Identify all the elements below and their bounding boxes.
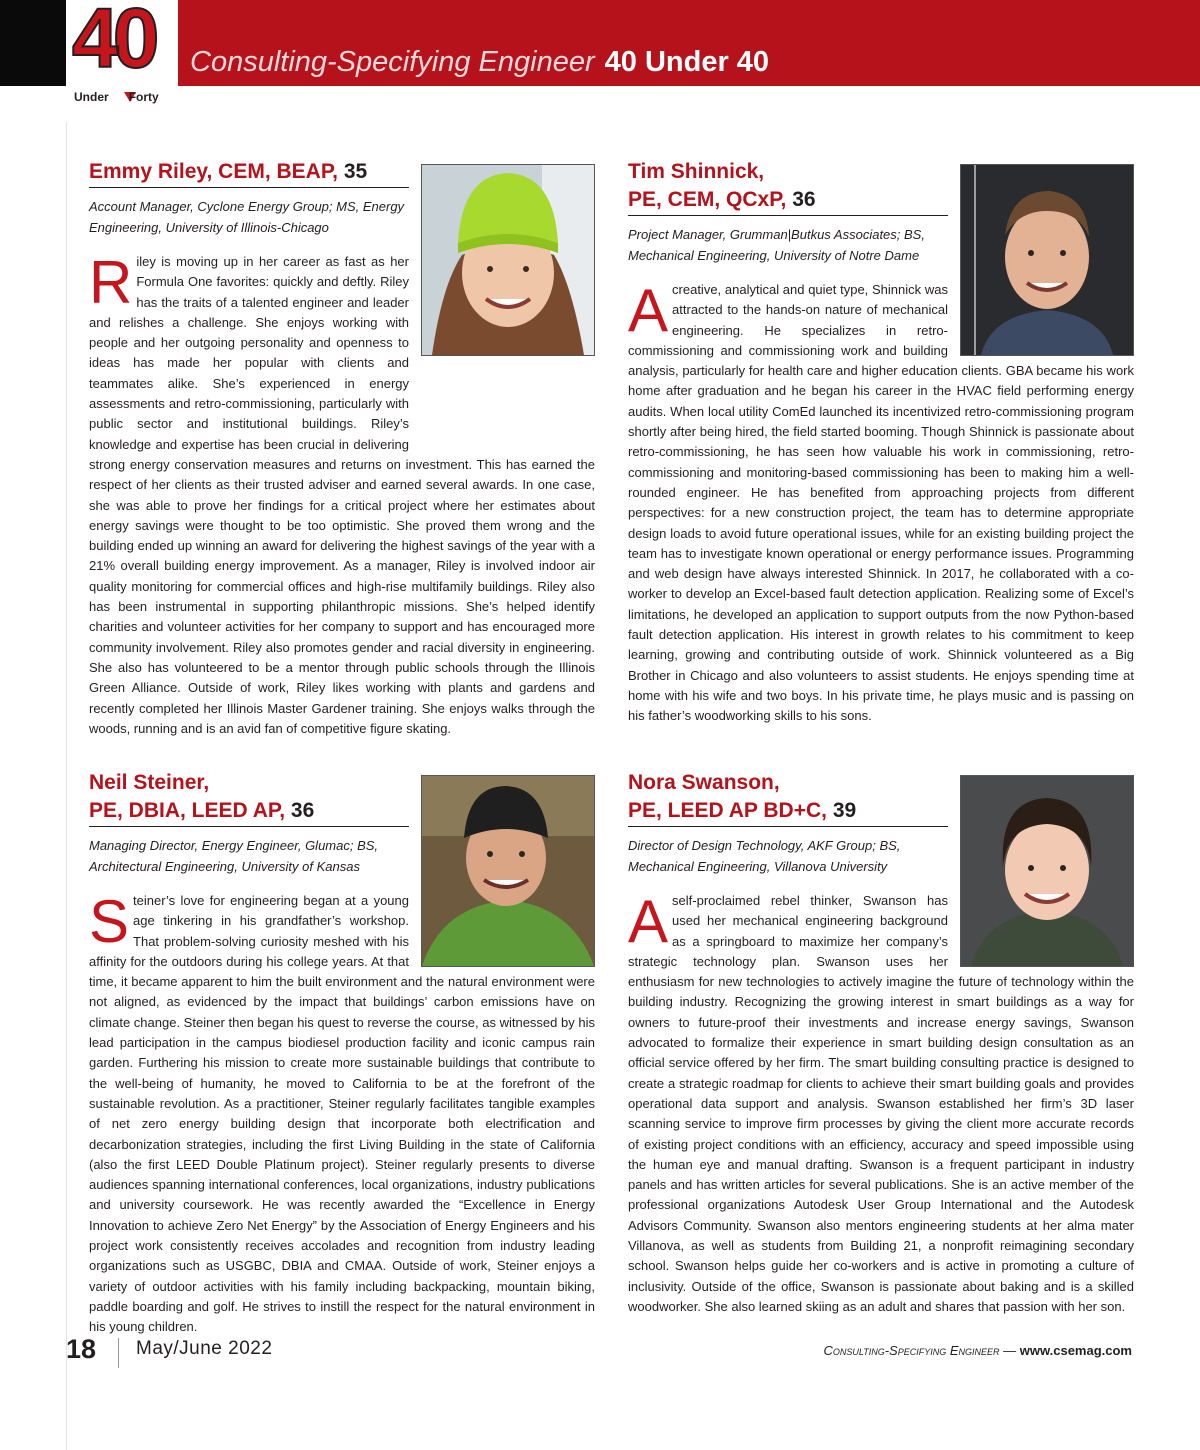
profile-name: Tim Shinnick, PE, CEM, QCxP, 36 bbox=[628, 160, 816, 211]
header-magazine: Consulting-Specifying Engineer bbox=[190, 46, 595, 78]
name-rule bbox=[89, 826, 409, 827]
footer-magazine: Consulting-Specifying Engineer bbox=[823, 1343, 1000, 1358]
photo-emmy-riley bbox=[421, 164, 595, 356]
photo-neil-steiner bbox=[421, 775, 595, 967]
profile-title: Managing Director, Energy Engineer, Glumac; BS, Architectural Engineering, University of Kansas bbox=[89, 838, 379, 874]
page-number: 18 bbox=[66, 1334, 97, 1364]
photo-tim-shinnick bbox=[960, 164, 1134, 356]
left-margin-rule bbox=[66, 86, 67, 1450]
header-black-strip bbox=[0, 0, 66, 86]
forty-under-forty-logo bbox=[66, 0, 178, 122]
header-feature: 40 Under 40 bbox=[604, 46, 770, 78]
dropcap: S bbox=[89, 888, 130, 955]
profile-body: Riley is moving up in her career as fast as her Formula One favorites: quickly and deftly. Riley has the traits of a talented engineer and leader and relishes a challenge. She enjoys working with people and her outgoing personality and openness to ideas has made her popular with clients and teammates alike. She’s experienced in energy assessments and retro-commissioning, particularly with public sector and institutional buildings. Riley’s knowledge and expertise has been crucial in delivering strong energy conservation measures and returns on investment. This has earned the respect of her clients as their trusted adviser and earned several awards. In one case, she was able to prove her findings for a critical project where her estimates about energy savings were thought to be too optimistic. She proved them wrong and the building ended up winning an award for delivering the highest savings of the year with a 21% overall building energy improvement. As a manager, Riley is involved indoor air quality monitoring for commercial offices and high-rise multifamily buildings. Riley also has been instrumental in supporting philanthropic missions. She’s helped identify charities and volunteer activities for her company to support and has encouraged more community involvement. Riley also promotes gender and racial diversity in engineering. She also has volunteered to be a mentor through public schools through the Illinois Green Alliance. Outside of work, Riley likes working with plants and gardens and recently completed her Illinois Master Gardener training. She enjoys walks through the woods, running and is an avid fan of competitive figure skating. bbox=[89, 249, 595, 736]
profile-name: Emmy Riley, CEM, BEAP, 35 bbox=[89, 160, 368, 183]
footer-credit: Consulting-Specifying Engineer — www.csemag.com bbox=[823, 1343, 1132, 1358]
dropcap: A bbox=[628, 277, 669, 344]
name-rule bbox=[628, 215, 948, 216]
logo-subtitle: Under Forty bbox=[74, 90, 159, 104]
footer-url[interactable]: www.csemag.com bbox=[1019, 1343, 1132, 1358]
profile-body: Steiner’s love for engineering began at a young age tinkering in his grandfather’s workshop. That problem-solving curiosity meshed with his affinity for the outdoors during his college years. At that time, it became apparent to him the built environment and the natural environment were not aligned, as evidenced by the impact that buildings’ carbon emissions have on climate change. Steiner then began his quest to reverse the course, as witnessed by his lead participation in the campus biodiesel production facility and iconic campus rain garden. Furthering his mission to create more sustainable buildings that contribute to the well-being of humanity, he moved to California to be at the forefront of the sustainable revolution. As a practitioner, Steiner regularly facilitates tangible examples of net zero energy building design that incorporate both electrification and decarbonization strategies, including the first Living Building in the state of California (also the first LEED Double Platinum project). Steiner regularly presents to diverse audiences spanning international conferences, local organizations, industry publications and university coursework. He was recently awarded the “Excellence in Energy Innovation to achieve Zero Net Energy” by the Association of Energy Engineers and his project work consistently receives accolades and recognition from industry leading organizations such as USGBC, DBIA and CMAA. Outside of work, Steiner enjoys a variety of outdoor activities with his family including backpacking, mountain biking, paddle boarding and golf. He strives to instill the respect for the natural environment in his young children. bbox=[89, 888, 595, 1335]
profile-title: Account Manager, Cyclone Energy Group; MS, Energy Engineering, University of Illinois-Chicago bbox=[89, 199, 405, 235]
name-rule bbox=[628, 826, 948, 827]
issue-date: May/June 2022 bbox=[136, 1338, 273, 1359]
dropcap: A bbox=[628, 888, 669, 955]
dropcap: R bbox=[89, 249, 133, 316]
profile-name: Nora Swanson, PE, LEED AP BD+C, 39 bbox=[628, 771, 857, 822]
logo-number: 40 bbox=[72, 0, 154, 85]
footer-divider bbox=[118, 1338, 119, 1368]
photo-nora-swanson bbox=[960, 775, 1134, 967]
profile-name: Neil Steiner, PE, DBIA, LEED AP, 36 bbox=[89, 771, 315, 822]
header-title bbox=[190, 46, 769, 79]
profile-title: Project Manager, Grumman|Butkus Associates; BS, Mechanical Engineering, University of Notre Dame bbox=[628, 227, 925, 263]
profile-title: Director of Design Technology, AKF Group; BS, Mechanical Engineering, Villanova University bbox=[628, 838, 901, 874]
profile-body: Aself-proclaimed rebel thinker, Swanson has used her mechanical engineering background as a springboard to maximize her company’s strategic technology plan. Swanson uses her enthusiasm for new technologies to actively imagine the future of technology within the building industry. Recognizing the growing interest in smart buildings as a way for owners to future-proof their investments and increase energy savings, Swanson advocated to formalize their experience in smart building design consultation as an official service offered by her firm. The smart building consulting practice is designed to create a strategic roadmap for clients to achieve their smart building goals and provides operational data support and analysis. Swanson established her firm’s 3D laser scanning service to improve firm processes by giving the client more accurate records of existing project conditions with an efficiency, accuracy and speed impossible using the human eye and manual drafting. Swanson is a frequent participant in industry panels and has written articles for several publications. She is an active member of the professional organizations Autodesk User Group International and the Autodesk Advisors Community. Swanson also mentors engineering students at her alma mater Villanova, as well as students from Building 21, a nonprofit reimagining secondary school. Swanson helps guide her co-workers and is active in promoting a culture of inclusivity. Outside of the office, Swanson is passionate about baking and is a skilled woodworker. She also learned skiing as an adult and shares that passion with her son. bbox=[628, 888, 1134, 1314]
profile-body: Acreative, analytical and quiet type, Shinnick was attracted to the hands-on nature of mechanical engineering. He specializes in retro-commissioning and commissioning work and building analysis, particularly for health care and higher education clients. GBA became his work home after graduation and he began his career in the HVAC field performing energy audits. When local utility ComEd launched its incentivized retro-commissioning program shortly after being hired, the field started booming. Though Shinnick is passionate about retro-commissioning, he has seen how valuable his work in commissioning, retro-commissioning and monitoring-based commissioning has been to making him a well-rounded engineer. He has benefited from approaching projects from different perspectives: for a new construction project, the team has to determine appropriate design loads to avoid future operational issues, while for an existing building project the team has to investigate known operational or energy performance issues. Programming and web design have always interested Shinnick. In 2017, he collaborated with a co-worker to develop an Excel-based fault detection application. Realizing some of Excel’s limitations, he developed an application to support outputs from the now Python-based fault detection application. His interest in growth relates to his commitment to keep learning, growing and contributing outside of work. Shinnick volunteered as a Big Brother in Chicago and also volunteers to assist students. He enjoys spending time at home with his wife and two boys. In his private time, he plays music and is passing on his father’s woodworking skills to his sons. bbox=[628, 277, 1134, 724]
name-rule bbox=[89, 187, 409, 188]
